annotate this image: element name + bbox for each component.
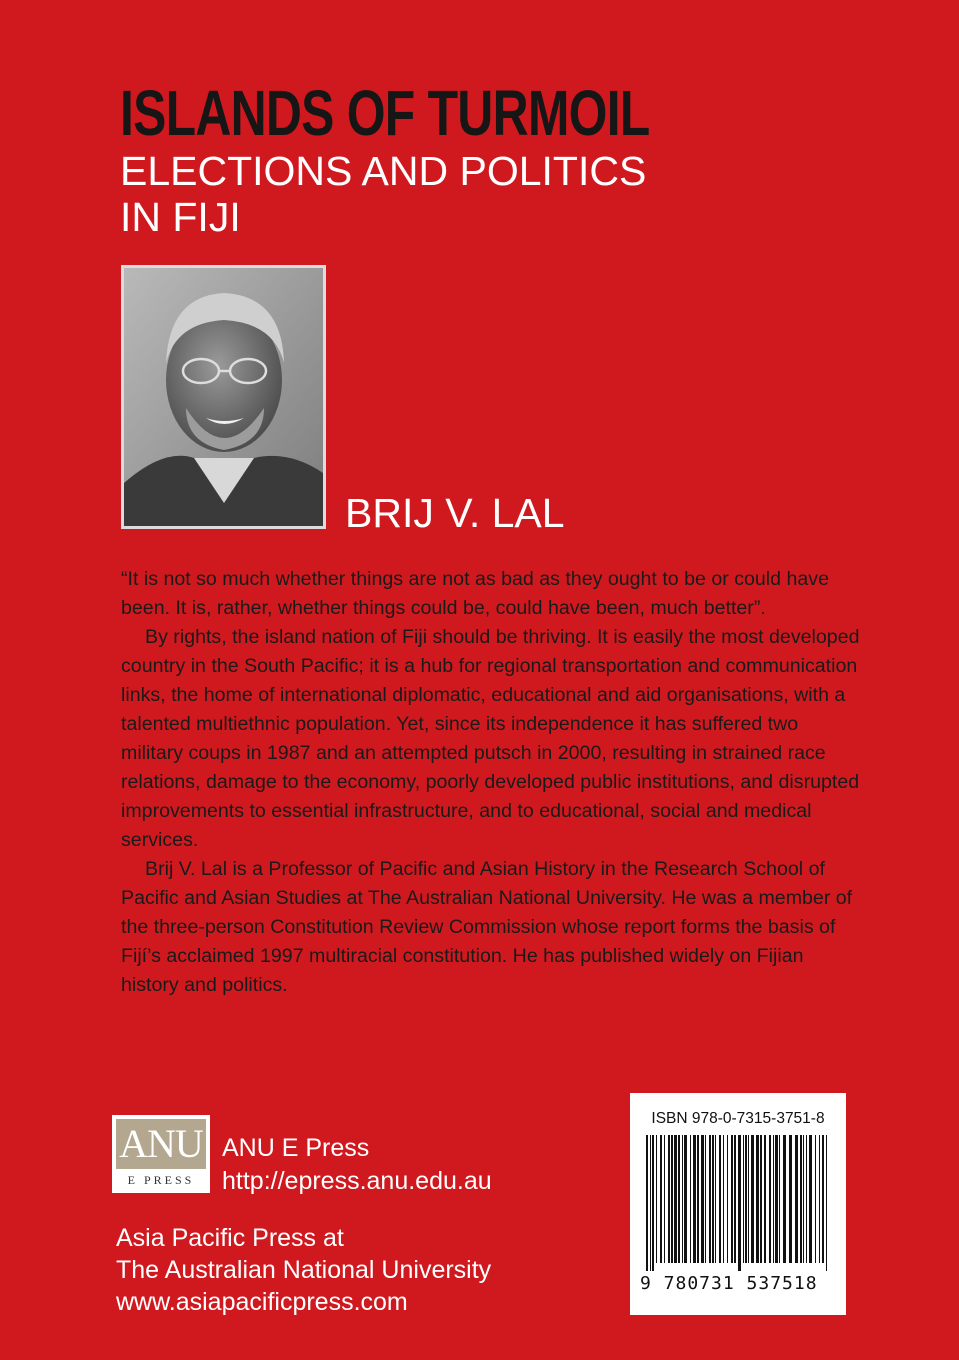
barcode-bar [789,1135,792,1263]
barcode-bar [650,1135,651,1271]
barcode-bar [731,1135,733,1263]
barcode-bar [690,1135,691,1263]
anu-logo-bottom: E PRESS [127,1173,195,1187]
barcode-bar [760,1135,762,1263]
barcode-bar [756,1135,759,1263]
barcode-bar [800,1135,802,1263]
subtitle-line-2: IN FIJI [120,194,241,240]
barcode-bar [826,1135,827,1271]
barcode-bar [745,1135,747,1263]
blurb-quote: “It is not so much whether things are not as bad as they ought to be or could have been. It is, rather, whether things could be, could have been, much better”. [121,568,829,619]
barcode-bar [684,1135,687,1263]
barcode-bar [697,1135,699,1263]
barcode-bar [668,1135,670,1263]
co-publisher-url[interactable]: www.asiapacificpress.com [116,1288,408,1316]
blurb-paragraph-1: By rights, the island nation of Fiji should be thriving. It is easily the most developed country in the South Pacific; it is a hub for regional transportation and communication links, the home of international diplomatic, educational and aid organisations, with a talented multiethnic population. Yet, since its independence it has suffered two military coups in 1987 and an attempted putsch in 2000, resulting in strained race relations, damage to the economy, poorly developed public institutions, and disrupted improvements to essential infrastructure, and to educational, social and medical services. [121,626,860,851]
barcode-bar [819,1135,820,1263]
anu-epress-logo [112,1115,210,1193]
barcode-bar [815,1135,816,1263]
barcode-bar [748,1135,749,1263]
barcode-bar [795,1135,798,1263]
barcode-bar [678,1135,680,1263]
isbn-label: ISBN 978-0-7315-3751-8 [651,1110,825,1127]
book-subtitle [120,148,646,240]
barcode-bar [783,1135,786,1263]
anu-logo-top: ANU [116,1119,206,1169]
barcode-bar [773,1135,774,1263]
barcode-bar [727,1135,728,1263]
barcode-bar [743,1135,744,1263]
barcode-graphic [644,1135,832,1271]
subtitle-line-1: ELECTIONS AND POLITICS [120,148,647,194]
barcode-bar [734,1135,736,1263]
barcode-bar [715,1135,716,1263]
barcode-bar [660,1135,662,1263]
barcode-bar [822,1135,824,1263]
barcode-bar [809,1135,812,1263]
author-name: BRIJ V. LAL [345,490,565,536]
barcode-bar [701,1135,704,1263]
co-publisher-line-1: Asia Pacific Press at [116,1224,344,1252]
co-publisher-line-2: The Australian National University [116,1256,492,1284]
publisher-url[interactable]: http://epress.anu.edu.au [222,1167,492,1195]
blurb-author-bio: Brij V. Lal is a Professor of Pacific and Asian History in the Research School of Pacific and Asian Studies at The Australian National University. He was a member of the three-person Constitution Review Commission whose report forms the basis of Fijí’s acclaimed 1997 multiracial constitution. He has published widely on Fijian history and politics. [121,858,853,996]
barcode-bar [803,1135,804,1263]
barcode-bar [671,1135,673,1263]
barcode-bar [652,1135,654,1271]
barcode-bar [709,1135,711,1263]
barcode-bar [646,1135,648,1271]
barcode-bar [751,1135,754,1263]
barcode-bar [712,1135,714,1263]
barcode-bar [693,1135,696,1263]
barcode-bar [775,1135,778,1263]
book-title: ISLANDS OF TURMOIL [120,77,650,149]
barcode-bar [769,1135,771,1263]
isbn-barcode-box [630,1093,846,1315]
barcode-bar [656,1135,657,1263]
barcode-bar [779,1135,780,1263]
co-publisher-block [116,1222,491,1318]
barcode-bar [723,1135,724,1263]
barcode-bar [705,1135,706,1263]
isbn-digits: 9 780731 537518 [640,1273,818,1294]
barcode-bar [719,1135,721,1263]
barcode-bar [664,1135,665,1263]
barcode-bar [764,1135,766,1263]
author-portrait-illustration [124,268,323,526]
publisher-name: ANU E Press [222,1134,370,1162]
barcode-bar [674,1135,677,1263]
back-cover-blurb [121,565,861,1000]
barcode-bar [806,1135,807,1263]
barcode-bar [738,1135,741,1271]
barcode-bar [682,1135,683,1263]
author-photo [121,265,326,529]
